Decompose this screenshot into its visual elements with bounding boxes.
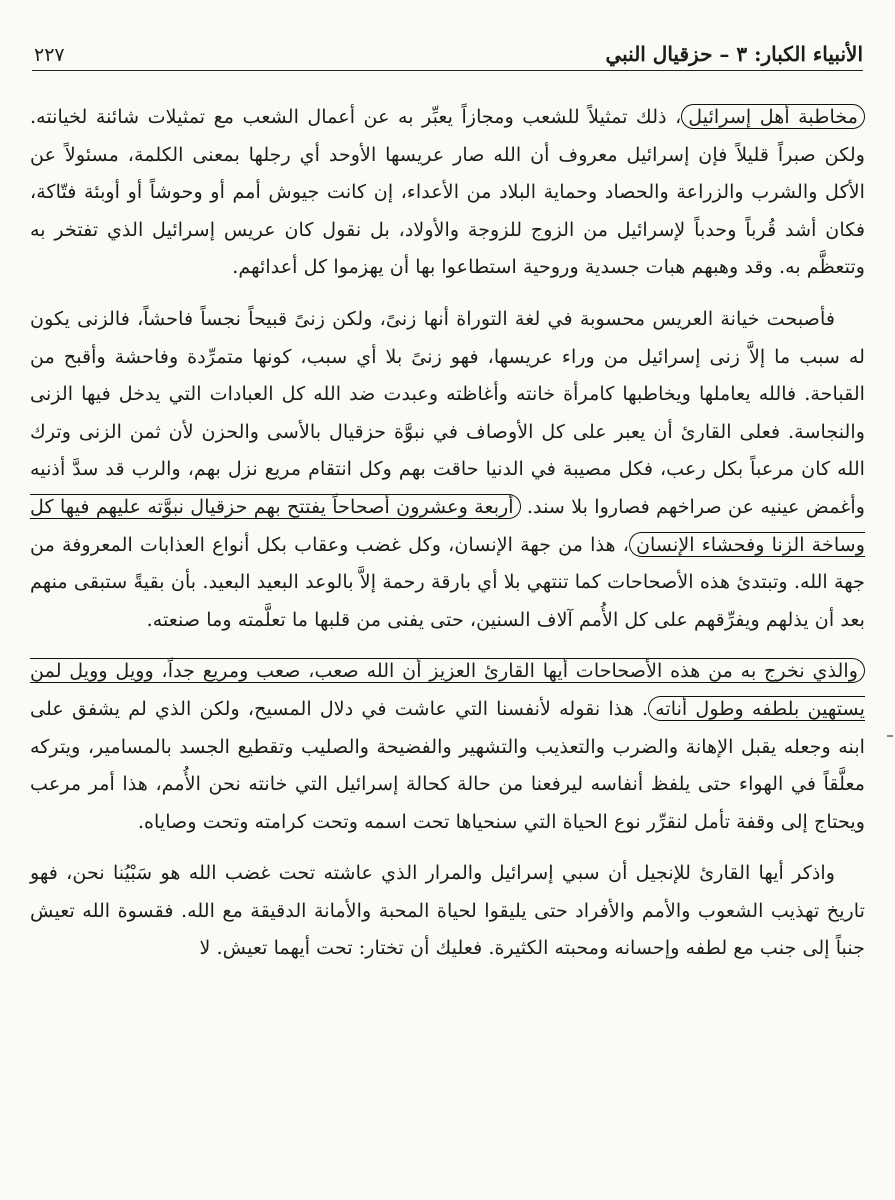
circled-phrase: والذي نخرج به من هذه الأصحاحات أيها القارئ العزيز أن الله صعب، صعب ومريع جداً، وويل وويل لمن يستهين بلطفه وطول أناته — [30, 659, 866, 720]
text-segment: ، ذلك تمثيلاً للشعب ومجازاً يعبِّر به عن أعمال الشعب مع تمثيلات شائنة لخيانته. ولكن صبراً قليلاً فإن إسرائيل معروف أن الله صار عريسها الأوحد أي رجلها بمعنى الكلمة، مسئولاً عن الأكل والشرب والزراعة والحصاد وحماية البلاد من الأعداء، إن كانت جيوش أمم أو وحوشاً أو أوبئة فتّاكة، فكان أشد قُرباً وحدباً لإسرائيل من الزوج للزوجة والأولاد، بل نقول كان عريس إسرائيل الذي تفتخر به وتتعظَّم به. وقد وهبهم هبات جسدية وروحية استطاعوا بها أن يهزموا كل أعدائهم. — [30, 105, 865, 279]
paragraph — [30, 98, 865, 286]
text-segment: ، هذا من جهة الإنسان، وكل غضب وعقاب بكل أنواع العذابات المعروفة من جهة الله. وتبتدئ هذه الأصحاحات كما تنتهي بلا أي بارقة رحمة إلاَّ بالوعد البعيد البعيد. بأن بقيةً ستبقى منهم بعد أن يذلهم ويفرِّقهم على كل الأُمم آلاف السنين، حتى يفنى من قلبها ما تعلَّمته وما صنعته. — [30, 532, 865, 631]
circled-phrase: مخاطبة أهل إسرائيل — [681, 104, 865, 129]
text-segment: فأصبحت خيانة العريس محسوبة في لغة التوراة أنها زنىً، ولكن زنىً قبيحاً نجساً فاحشاً، فالزنى يكون له سبب ما إلاَّ زنى إسرائيل من وراء عريسها، فهو زنىً بلا أي سبب، كونها متمرِّدة وفاحشة وأقبح من القباحة. فالله يعاملها ويخاطبها كامرأة خانته وأغاظته وعبدت ضد الله كل العبادات التي يدخل فيها الزنى والنجاسة. فعلى القارئ أن يعبر على كل الأوصاف في نبوَّة حزقيال بالأسى والحزن لأن ثمن الزنى وترك الله كان مرعباً بكل رعب، فكل مصيبة في الدنيا حاقت بهم وكل انتقام مريع نزل بهم، والرب قد سدَّ أذنيه وأغمض عينيه عن صراخهم فصاروا بلا سند. — [30, 306, 865, 518]
paragraph — [30, 652, 865, 840]
chapter-title: الأنبياء الكبار: ٣ – حزقيال النبي — [605, 42, 863, 66]
running-header — [34, 28, 863, 66]
header-divider — [32, 70, 863, 71]
paragraph — [30, 300, 865, 638]
scan-edge-mark — [887, 735, 893, 737]
circled-phrase: أربعة وعشرون أصحاحاً يفتتح بهم حزقيال نبوَّته عليهم فيها كل وساخة الزنا وفحشاء الإنسان — [30, 494, 866, 556]
text-segment: . هذا نقوله لأنفسنا التي عاشت في دلال المسيح، ولكن الذي لم يشفق على ابنه وجعله يقبل الإهانة والضرب والتعذيب والتشهير والفضيحة والصليب وتقطيع الجسد بالمسامير، ويتركه معلَّقاً في الهواء حتى يلفظ أنفاسه ليرفعنا من حالة كحالة إسرائيل التي خانته نحن الأُمم، هذا أمر مرعب ويحتاج إلى وقفة تأمل لنقرِّر نوع الحياة التي سنحياها تحت اسمه وتحت كرامته وتحت وصاياه. — [30, 696, 865, 833]
body-text — [30, 98, 865, 981]
paragraph — [30, 854, 865, 967]
text-segment: واذكر أيها القارئ للإنجيل أن سبي إسرائيل والمرار الذي عاشته تحت غضب الله هو سَبْيُنا نحن، فهو تاريخ تهذيب الشعوب والأمم والأفراد حتى يليقوا لحياة المحبة والأمانة الدقيقة مع الله. فقسوة الله تعيش جنباً إلى جنب مع لطفه وإحسانه ومحبته الكثيرة. فعليك أن تختار: تحت أيهما تعيش. لا — [30, 861, 865, 960]
page-number: ٢٢٧ — [34, 44, 65, 66]
